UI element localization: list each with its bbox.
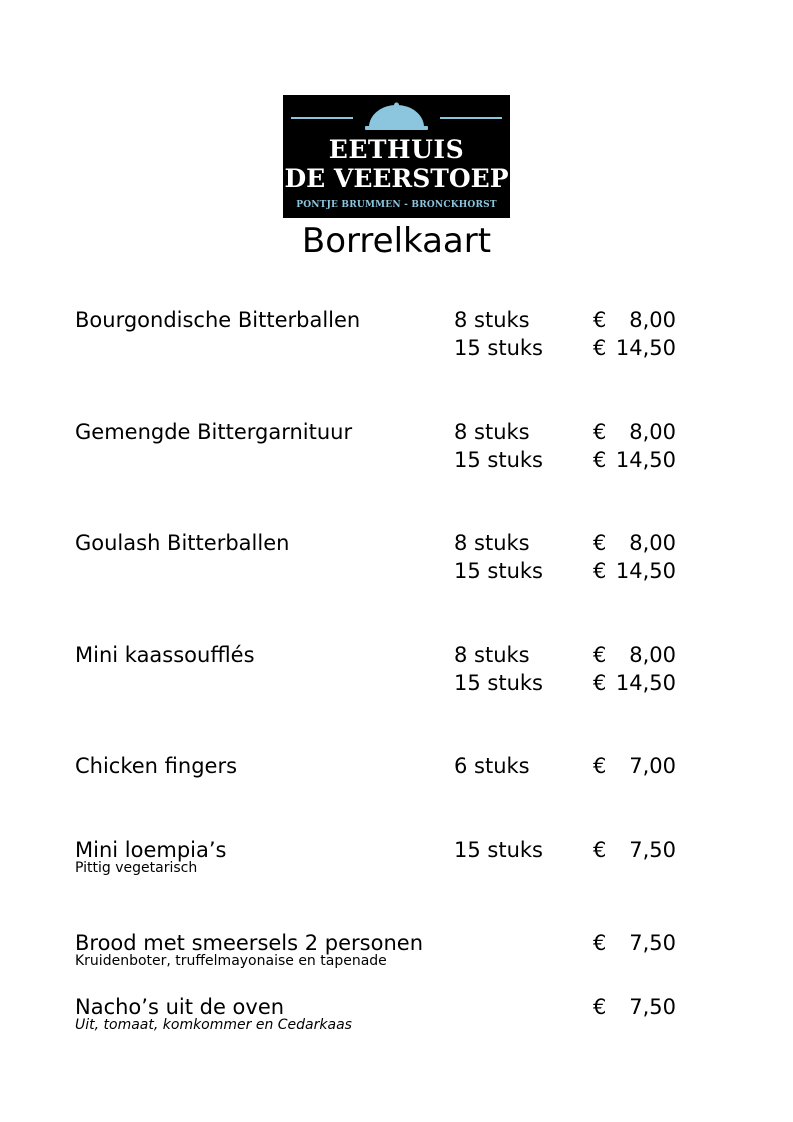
price-amount: 7,50 xyxy=(629,838,676,862)
menu-item-quantity: 15 stuks xyxy=(454,448,543,472)
currency-symbol: € xyxy=(593,336,607,360)
menu-item-quantity: 8 stuks xyxy=(454,643,530,667)
price-amount: 7,00 xyxy=(629,754,676,778)
currency-symbol: € xyxy=(593,448,607,472)
menu-item-quantity: 15 stuks xyxy=(454,838,543,862)
price-amount: 14,50 xyxy=(615,671,676,695)
logo-tagline: PONTJE BRUMMEN - BRONCKHORST xyxy=(296,200,497,210)
price-amount: 14,50 xyxy=(615,448,676,472)
menu-item-name: Bourgondische Bitterballen xyxy=(75,308,361,332)
currency-symbol: € xyxy=(593,931,607,955)
price-amount: 8,00 xyxy=(629,643,676,667)
price-amount: 8,00 xyxy=(629,308,676,332)
currency-symbol: € xyxy=(593,643,607,667)
currency-symbol: € xyxy=(593,531,607,555)
currency-symbol: € xyxy=(593,754,607,778)
currency-symbol: € xyxy=(593,559,607,583)
price-amount: 7,50 xyxy=(629,931,676,955)
menu-item-quantity: 8 stuks xyxy=(454,420,530,444)
menu-item-description: Kruidenboter, truffelmayonaise en tapenade xyxy=(75,953,387,969)
logo-line-de-veerstoep: DE VEERSTOEP xyxy=(284,164,509,193)
menu-item-quantity: 6 stuks xyxy=(454,754,530,778)
currency-symbol: € xyxy=(593,838,607,862)
price-amount: 8,00 xyxy=(629,420,676,444)
currency-symbol: € xyxy=(593,420,607,444)
menu-item-quantity: 8 stuks xyxy=(454,308,530,332)
restaurant-logo xyxy=(283,95,510,218)
currency-symbol: € xyxy=(593,671,607,695)
currency-symbol: € xyxy=(593,308,607,332)
menu-item-name: Gemengde Bittergarnituur xyxy=(75,420,353,444)
menu-item-quantity: 15 stuks xyxy=(454,559,543,583)
page-title: Borrelkaart xyxy=(301,221,492,261)
menu-item-name: Nacho’s uit de oven xyxy=(75,995,285,1019)
menu-item-quantity: 15 stuks xyxy=(454,671,543,695)
menu-item-description: Uit, tomaat, komkommer en Cedarkaas xyxy=(75,1017,352,1033)
price-amount: 14,50 xyxy=(615,559,676,583)
menu-item-quantity: 15 stuks xyxy=(454,336,543,360)
menu-item-name: Mini loempia’s xyxy=(75,838,227,862)
menu-item-quantity: 8 stuks xyxy=(454,531,530,555)
menu-item-name: Mini kaassoufflés xyxy=(75,643,255,667)
menu-item-description: Pittig vegetarisch xyxy=(75,860,198,876)
menu-item-name: Chicken fingers xyxy=(75,754,238,778)
menu-item-name: Goulash Bitterballen xyxy=(75,531,290,555)
currency-symbol: € xyxy=(593,995,607,1019)
price-amount: 14,50 xyxy=(615,336,676,360)
price-amount: 7,50 xyxy=(629,995,676,1019)
menu-item-name: Brood met smeersels 2 personen xyxy=(75,931,423,955)
logo-line-eethuis: EETHUIS xyxy=(328,135,465,164)
price-amount: 8,00 xyxy=(629,531,676,555)
